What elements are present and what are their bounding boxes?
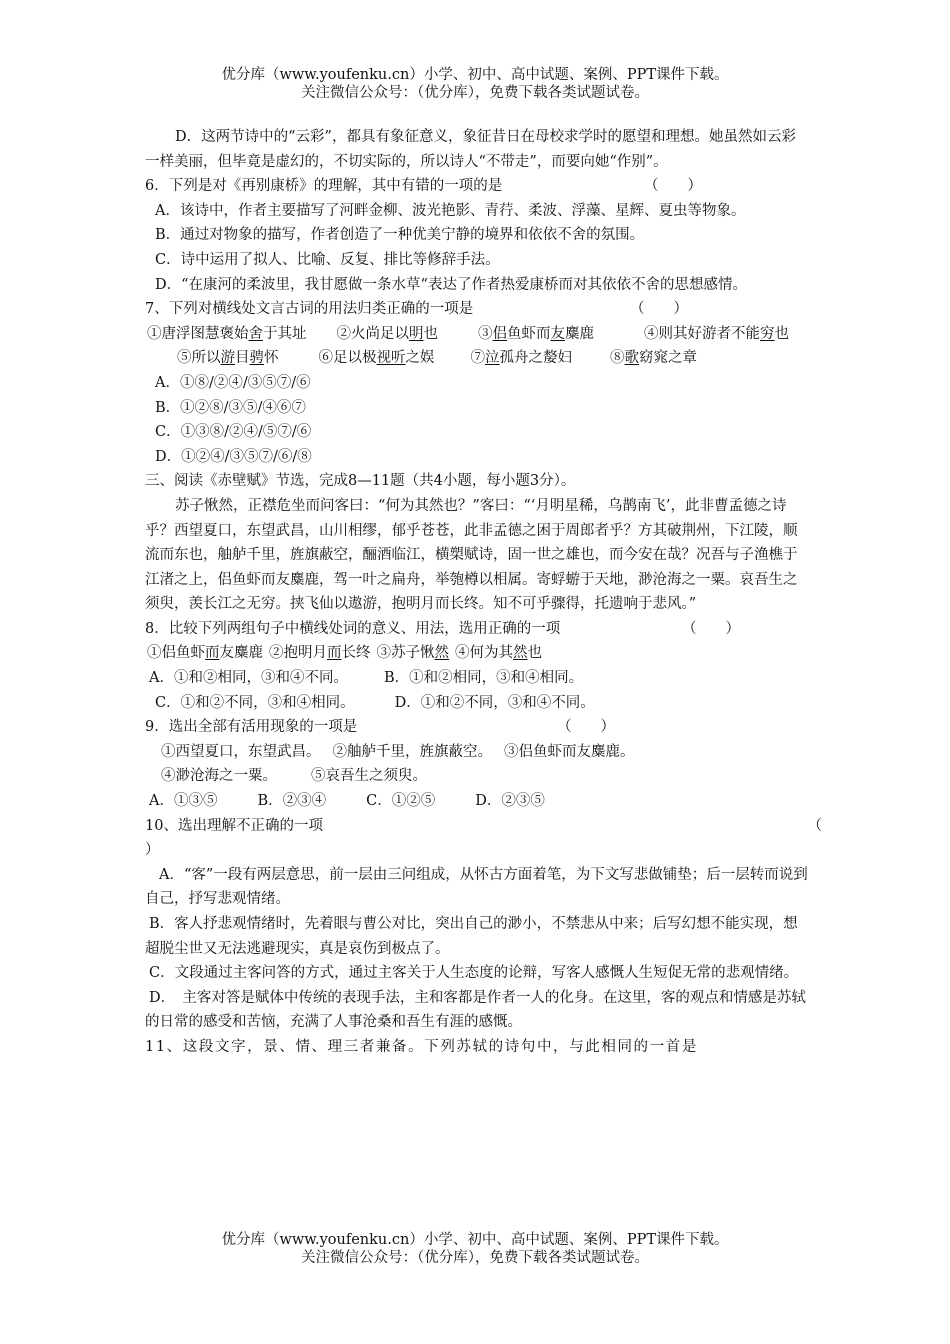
q8-sentences	[145, 641, 810, 666]
q9-sentence-3: ③侣鱼虾而友麋鹿。	[504, 743, 635, 760]
q7-item-1: ①唐浮图慧褒始舍于其址	[147, 325, 307, 342]
q8-sentence-1: ①侣鱼虾而友麋鹿	[147, 645, 263, 662]
q7-item-2: ②火尚足以明也	[336, 325, 438, 342]
q8-sentence-2: ②抱明月而长终	[269, 645, 371, 662]
q10-bracket-close: ）	[145, 842, 160, 859]
q9-option-c: C．①②⑤	[366, 793, 436, 810]
q7-item-3: ③侣鱼虾而友麋鹿	[478, 325, 594, 342]
chibifu-passage: 苏子愀然，正襟危坐而问客曰：“何为其然也？”客曰：“‘月明星稀，乌鹊南飞’，此非曹孟德之诗乎？西望夏口，东望武昌，山川相缪，郁乎苍苍，此非孟德之困于周郎者乎？方其破荆州，下江陵，顺流而东也，舳舻千里，旌旗蔽空，酾酒临江，横槊赋诗，固一世之雄也，而今安在哉？况吾与子渔樵于江渚之上，侣鱼虾而友麋鹿，驾一叶之扁舟，举匏樽以相属。寄蜉蝣于天地，渺沧海之一粟。哀吾生之须臾，羡长江之无穷。挟飞仙以遨游，抱明月而长终。知不可乎骤得，托遗响于悲风。”	[145, 497, 798, 613]
q9-option-b: B．②③④	[257, 793, 327, 810]
q8-option-b: B．①和②相同，③和④相同。	[383, 670, 584, 687]
q11-stem: 11、这段文字，景、情、理三者兼备。下列苏轼的诗句中，与此相同的一首是	[145, 1038, 698, 1055]
q10-stem-text: 10、选出理解不正确的一项	[145, 817, 323, 834]
q9-stem	[145, 715, 810, 740]
q7-option-c: C．①③⑧/②④/⑤⑦/⑥	[155, 424, 312, 441]
q8-option-a: A．①和②相同，③和④不同。	[149, 670, 348, 687]
q7-item-6: ⑥足以极视听之娱	[318, 350, 435, 367]
q9-sentence-1: ①西望夏口，东望武昌。	[161, 743, 321, 760]
q8-answer-bracket: （ ）	[682, 620, 740, 637]
q10-bracket-open: （	[807, 817, 822, 834]
header-line-1: 优分库（www.youfenku.cn）小学、初中、高中试题、案例、PPT课件下载。	[221, 67, 729, 83]
q8-stem-text: 8．比较下列两组句子中横线处词的意义、用法，选用正确的一项	[145, 620, 561, 637]
q10-option-b: B．客人抒悲观情绪时，先着眼与曹公对比，突出自己的渺小，不禁悲从中来；后写幻想不能实现，想超脱尘世又无法逃避现实，真是哀伤到极点了。	[145, 916, 798, 957]
q9-sentence-2: ②舳舻千里，旌旗蔽空。	[332, 743, 492, 760]
q6-stem-text: 6．下列是对《再别康桥》的理解，其中有错的一项的是	[145, 178, 503, 195]
q6-option-a: A．该诗中，作者主要描写了河畔金柳、波光艳影、青荇、柔波、浮藻、星辉、夏虫等物象。	[155, 202, 746, 219]
q6-option-b: B．通过对物象的描写，作者创造了一种优美宁静的境界和依依不舍的氛围。	[155, 227, 645, 244]
q7-option-a: A．①⑧/②④/③⑤⑦/⑥	[155, 374, 311, 391]
q7-stem	[145, 297, 810, 322]
q9-sentences-row1	[145, 740, 810, 765]
q7-item-4: ④则其好游者不能穷也	[644, 325, 789, 342]
q9-answer-bracket: （ ）	[557, 719, 615, 736]
q9-option-d: D．②③⑤	[475, 793, 545, 810]
q6-option-c: C．诗中运用了拟人、比喻、反复、排比等修辞手法。	[155, 251, 500, 268]
q9-sentences-row2	[145, 764, 810, 789]
q10-stem	[145, 814, 822, 839]
document-body	[145, 125, 822, 1060]
q7-option-b: B．①②⑧/③⑤/④⑥⑦	[155, 399, 306, 416]
page-footer	[0, 1231, 950, 1267]
q6-option-d: D．“在康河的柔波里，我甘愿做一条水草“表达了作者热爱康桥而对其依依不舍的思想感情。	[155, 276, 747, 293]
q8-sentence-4: ④何为其然也	[455, 645, 542, 662]
header-line-2: 关注微信公众号：（优分库），免费下载各类试题试卷。	[301, 85, 649, 101]
footer-line-1: 优分库（www.youfenku.cn）小学、初中、高中试题、案例、PPT课件下载。	[221, 1232, 729, 1248]
q8-option-d: D．①和②不同，③和④不同。	[394, 694, 595, 711]
q8-option-c: C．①和②不同，③和④相同。	[155, 694, 355, 711]
page-header	[0, 66, 950, 102]
q7-item-8: ⑧歌窈窕之章	[610, 350, 697, 367]
q9-options	[145, 789, 810, 814]
q8-options-ab	[145, 666, 810, 691]
q8-options-cd	[145, 691, 810, 716]
q9-stem-text: 9．选出全部有活用现象的一项是	[145, 719, 358, 736]
q7-stem-text: 7、下列对横线处文言古词的用法归类正确的一项是	[145, 301, 474, 318]
q9-sentence-4: ④渺沧海之一粟。	[161, 768, 277, 785]
q9-option-a: A．①③⑤	[149, 793, 218, 810]
q10-option-a: A．“客”一段有两层意思，前一层由三问组成，从怀古方面着笔，为下文写悲做铺垫；后一层转而说到自己，抒写悲观情绪。	[145, 866, 808, 908]
q8-stem	[145, 617, 810, 642]
section-3-title: 三、阅读《赤壁赋》节选，完成8—11题（共4小题，每小题3分）。	[145, 473, 576, 490]
footer-line-2: 关注微信公众号：（优分库），免费下载各类试题试卷。	[301, 1250, 649, 1266]
q7-item-7: ⑦泣孤舟之嫠妇	[470, 350, 572, 367]
q8-sentence-3: ③苏子愀然	[376, 645, 449, 662]
q6-answer-bracket: （ ）	[644, 178, 702, 195]
q5-option-d: D．这两节诗中的“云彩”，都具有象征意义，象征昔日在母校求学时的愿望和理想。她虽然如云彩一样美丽，但毕竟是虚幻的，不切实际的，所以诗人“不带走”，而要向她“作别”。	[145, 129, 796, 170]
q7-item-5: ⑤所以游目骋怀	[177, 350, 279, 367]
q7-answer-bracket: （ ）	[630, 301, 688, 318]
q10-option-c: C．文段通过主客问答的方式，通过主客关于人生态度的论辩，写客人感慨人生短促无常的悲观情绪。	[149, 965, 799, 982]
q7-option-d: D．①②④/③⑤⑦/⑥/⑧	[155, 448, 312, 465]
q6-stem	[145, 174, 810, 199]
q9-sentence-5: ⑤哀吾生之须臾。	[311, 768, 427, 785]
q7-items	[145, 322, 810, 371]
q10-option-d: D． 主客对答是赋体中传统的表现手法，主和客都是作者一人的化身。在这里，客的观点和情感是苏轼的日常的感受和苦恼，充满了人事沧桑和吾生有涯的感慨。	[145, 989, 806, 1031]
